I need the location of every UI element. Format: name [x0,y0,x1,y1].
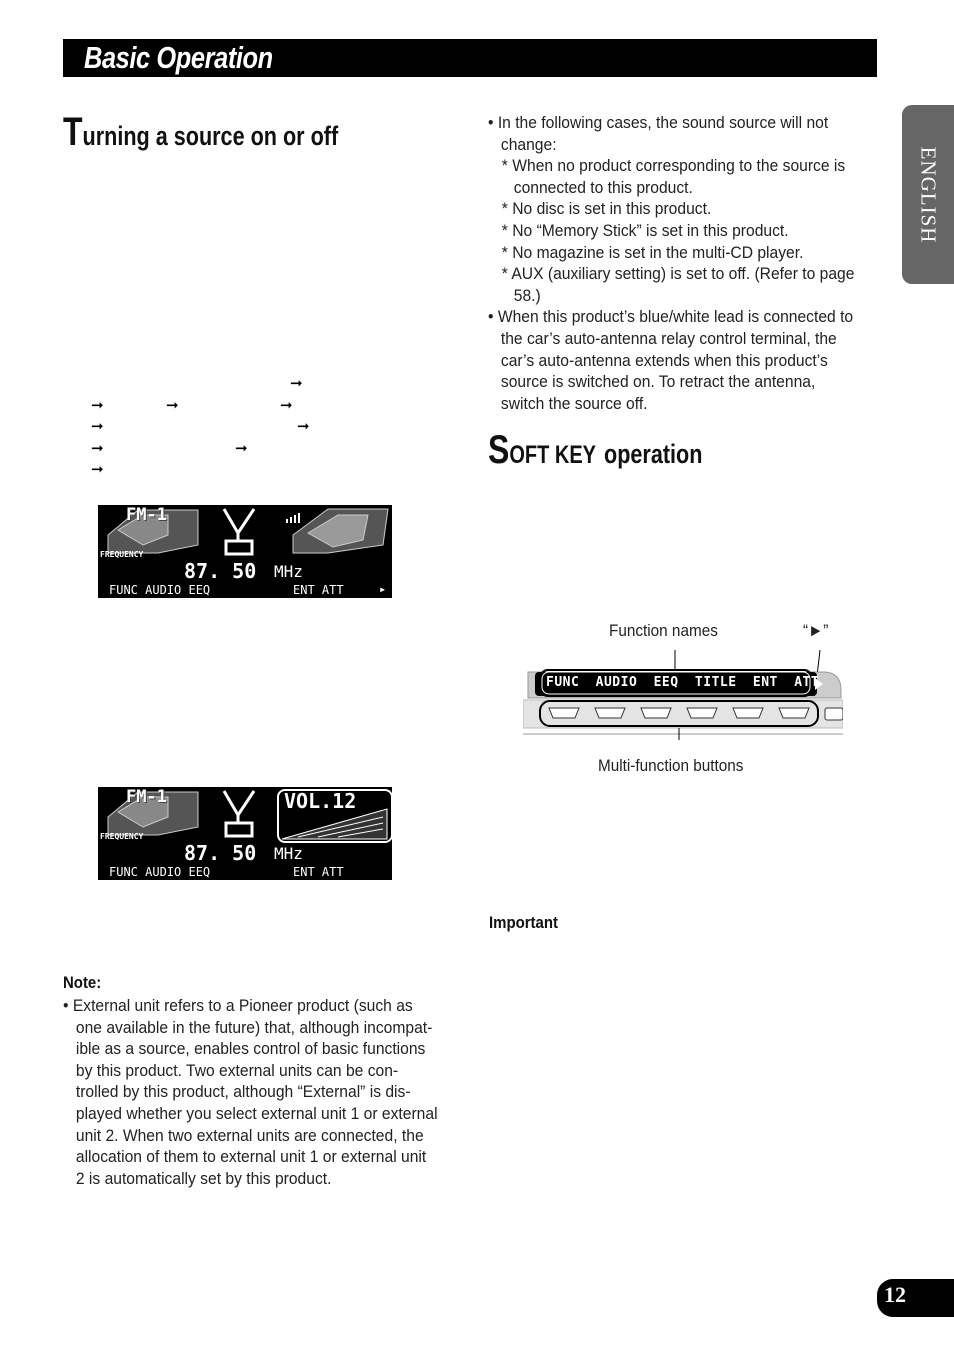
note-line: one available in the future) that, although incompat- [75,1017,433,1037]
lcd-source-label: FM-1 [126,505,167,525]
volume-bar-icon [282,809,387,839]
note-line: ible as a source, enables control of basic functions [75,1039,426,1059]
note-body [63,995,449,1189]
lcd-display-frequency [98,505,392,598]
bullet-line: car’s auto-antenna extends when this product’s [500,350,828,370]
important-label: Important [489,913,558,932]
arrow-icon: ➞ [91,397,104,414]
lcd-frequency-unit: MHz [274,844,303,863]
section-title-cap: T [63,110,83,154]
lcd-function-names: FUNC AUDIO EEQ [109,865,211,879]
soft-key-label-ent: ENT [752,675,778,690]
arrow-caption: “►” [803,621,829,640]
note-line: allocation of them to external unit 1 or external unit [75,1147,427,1167]
section-title-turning-source [63,110,338,155]
sub-bullet-line: connected to this product. [513,177,693,197]
bullet-line: change: [500,134,557,154]
note-line: by this product. Two external units can be con- [75,1060,399,1080]
lcd-frequency-caption: FREQUENCY [100,550,144,559]
signal-strength-icon [286,513,300,523]
section-title-soft-key [488,428,702,473]
lcd-frequency-value: 87. 50 [184,559,257,583]
soft-key-label-att: ATT [794,675,820,690]
bullet-line: • In the following cases, the sound source will not [488,113,829,132]
bullet-line: • When this product’s blue/white lead is connected to [488,307,854,327]
soft-key-panel-graphic [523,650,843,740]
lcd-display-volume [98,787,392,880]
section-title-cap: S [488,428,510,472]
function-names-caption: Function names [609,621,718,640]
lcd-frequency-caption: FREQUENCY [100,832,144,841]
page-number: 12 [884,1282,906,1307]
note-line: • External unit refers to a Pioneer product (such as [63,996,413,1015]
arrow-icon: ➞ [297,418,310,435]
soft-key-label-audio: AUDIO [595,675,638,690]
note-line: unit 2. When two external units are connected, the [75,1125,424,1145]
sub-bullet-line: * No magazine is set in the multi-CD player. [501,242,804,262]
arrow-icon: ➞ [91,461,104,478]
lcd-frequency-value: 87. 50 [184,841,257,865]
arrow-icon: ➞ [235,440,248,457]
soft-key-function-names [546,675,819,690]
bullet-line: source is switched on. To retract the antenna, [500,372,816,392]
arrow-icon: ➞ [91,440,104,457]
soft-key-label-title: TITLE [694,675,737,690]
section-title-small-caps: OFT KEY [509,441,597,469]
lcd-source-label: FM-1 [126,787,167,807]
lcd-function-names-right: ENT ATT [293,583,344,597]
arrow-icon: ➞ [166,397,179,414]
soft-key-label-func: FUNC [546,675,580,690]
antenna-icon [224,791,254,836]
sub-bullet-line: * AUX (auxiliary setting) is set to off. (Refer to page [501,264,855,284]
section-title-rest: urning a source on or off [82,121,339,151]
soft-key-label-eeq: EEQ [653,675,679,690]
source-change-notes [488,112,874,414]
soft-key-diagram [523,650,843,740]
lcd-frequency-unit: MHz [274,562,303,581]
sub-bullet-line: 58.) [513,285,541,305]
note-label: Note: [63,973,102,992]
arrow-icon: ➞ [280,397,293,414]
note-line: played whether you select external unit 1 or external [75,1103,438,1123]
page-title: Basic Operation [84,40,273,75]
sub-bullet-line: * No “Memory Stick” is set in this product. [501,220,789,240]
arrow-icon: ➞ [290,375,303,392]
antenna-icon [224,509,254,554]
bullet-line: the car’s auto-antenna relay control terminal, the [500,328,837,348]
note-line: trolled by this product, although “External” is dis- [75,1082,411,1102]
language-tab-label: ENGLISH [916,146,941,244]
lcd-volume-level: VOL.12 [284,789,357,813]
lcd-more-arrow-icon: ▸ [379,582,387,596]
arrow-icon: ➞ [91,418,104,435]
bullet-line: switch the source off. [500,393,648,413]
lcd-function-names: FUNC AUDIO EEQ [109,583,211,597]
sub-bullet-line: * No disc is set in this product. [501,199,712,219]
lcd-function-names-right: ENT ATT [293,865,344,879]
sub-bullet-line: * When no product corresponding to the source is [501,156,846,176]
note-line: 2 is automatically set by this product. [75,1168,332,1188]
multi-function-buttons-caption: Multi-function buttons [598,756,744,775]
section-title-rest: operation [604,439,703,469]
